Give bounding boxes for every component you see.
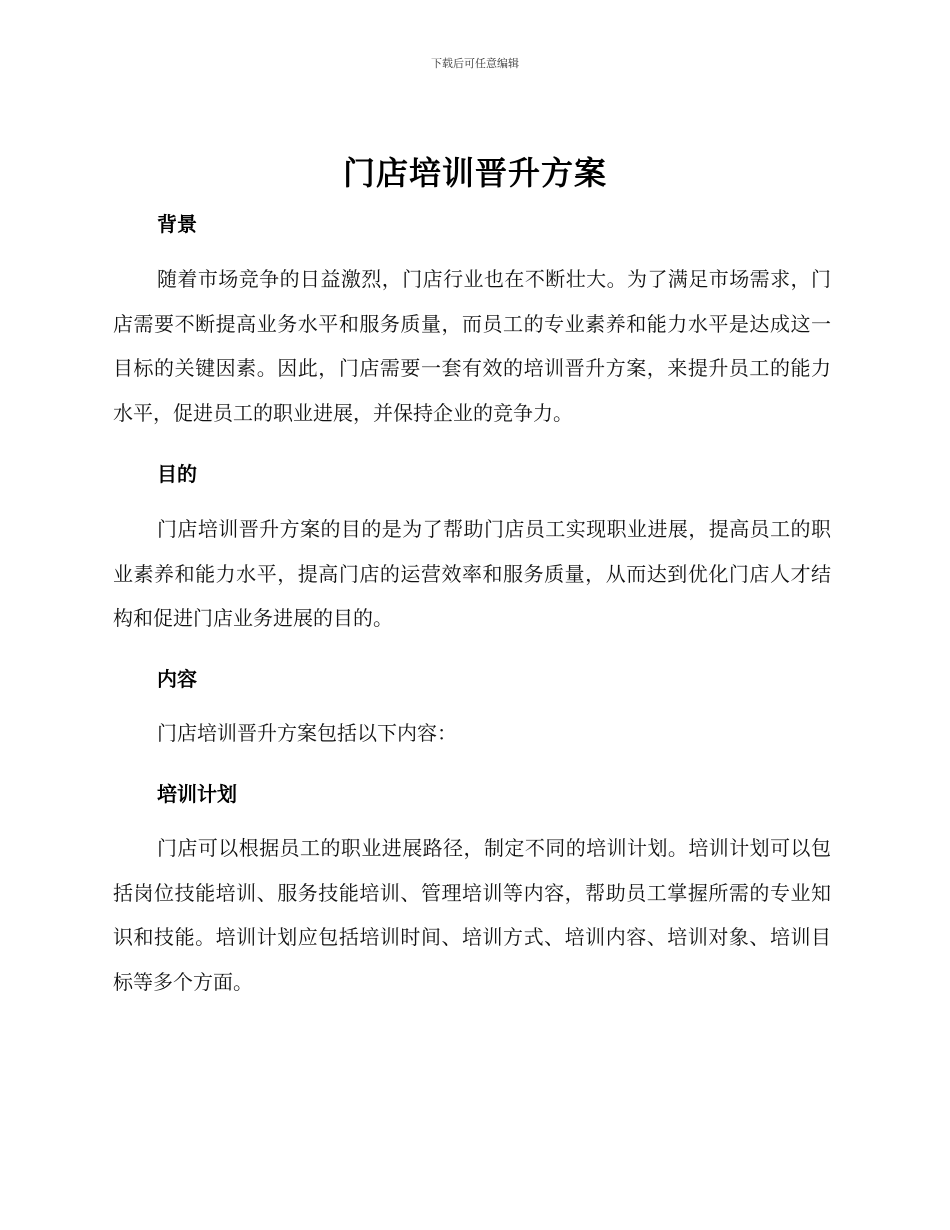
section-heading-content: 内容 xyxy=(157,667,197,691)
header-note: 下载后可任意编辑 xyxy=(431,57,519,70)
section-paragraph-content: 门店培训晋升方案包括以下内容： xyxy=(157,721,457,745)
section-paragraph-training-plan: 门店可以根据员工的职业进展路径，制定不同的培训计划。培训计划可以包括岗位技能培训、服务技能培训、管理培训等内容，帮助员工掌握所需的专业知识和技能。培训计划应包括培训时间、培训方式、培训内容、培训对象、培训目标等多个方面。 xyxy=(113,836,831,994)
section-paragraph-purpose: 门店培训晋升方案的目的是为了帮助门店员工实现职业进展，提高员工的职业素养和能力水平，提高门店的运营效率和服务质量，从而达到优化门店人才结构和促进门店业务进展的目的。 xyxy=(113,517,831,630)
section-heading-purpose: 目的 xyxy=(157,462,197,486)
document-title: 门店培训晋升方案 xyxy=(342,154,607,192)
section-paragraph-background: 随着市场竞争的日益激烈，门店行业也在不断壮大。为了满足市场需求，门店需要不断提高业务水平和服务质量，而员工的专业素养和能力水平是达成这一目标的关键因素。因此，门店需要一套有效的培训晋升方案，来提升员工的能力水平，促进员工的职业进展，并保持企业的竞争力。 xyxy=(113,267,831,425)
section-heading-training-plan: 培训计划 xyxy=(157,782,237,806)
section-heading-background: 背景 xyxy=(157,212,197,236)
